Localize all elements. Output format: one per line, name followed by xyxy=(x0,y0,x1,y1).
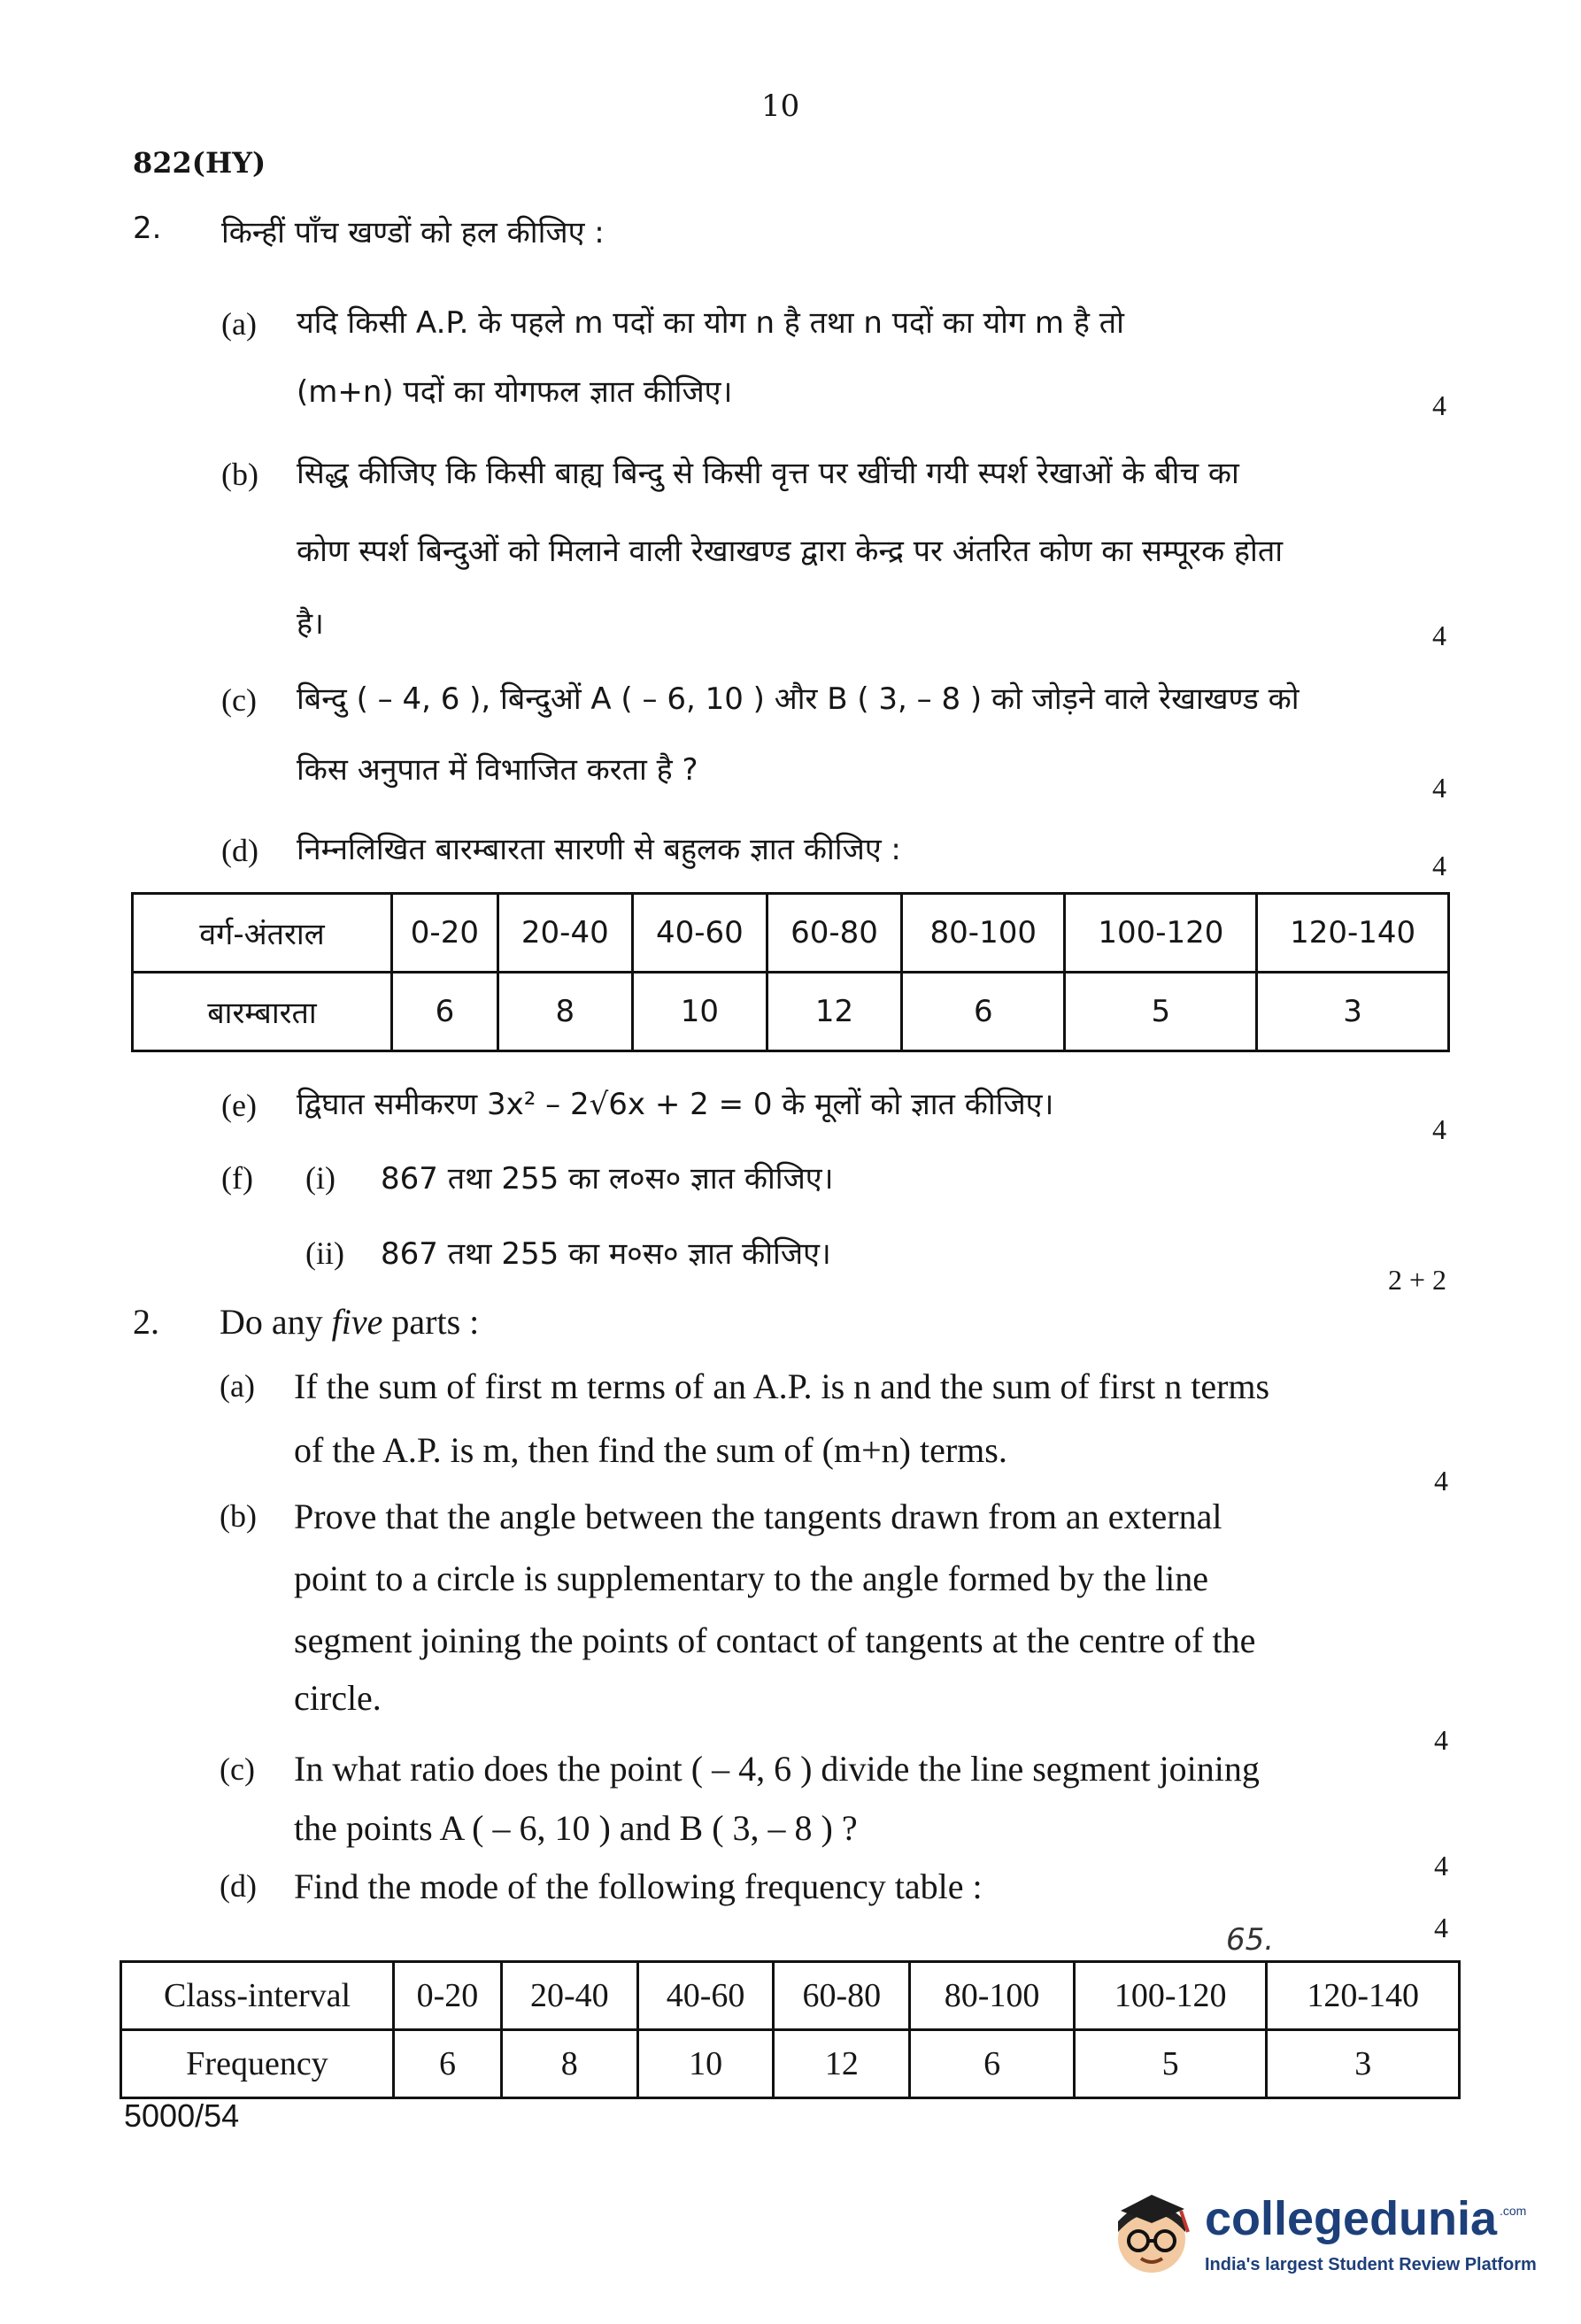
english-part-a-marks: 4 xyxy=(1434,1465,1448,1497)
hindi-part-b-marks: 4 xyxy=(1432,619,1446,651)
english-part-b-label: (b) xyxy=(220,1498,257,1534)
english-table-interval: 100-120 xyxy=(1074,1962,1267,2030)
english-table-frequency: 10 xyxy=(637,2030,774,2098)
hindi-table-frequency: 10 xyxy=(632,973,767,1051)
hindi-table-interval: 100-120 xyxy=(1065,894,1257,973)
english-table-frequency: 6 xyxy=(394,2030,502,2098)
hindi-table-frequency-row xyxy=(133,973,1449,1051)
hindi-part-c-line-1: बिन्दु ( – 4, 6 ), बिन्दुओं A ( – 6, 10 ) और B ( 3, – 8 ) को जोड़ने वाले रेखाखण्ड को xyxy=(297,681,1300,717)
hindi-part-c-line-2: किस अनुपात में विभाजित करता है ? xyxy=(297,752,698,788)
english-part-a-line-1: If the sum of first m terms of an A.P. is n and the sum of first n terms xyxy=(294,1366,1270,1406)
english-table-header-label: Class-interval xyxy=(121,1962,394,2030)
hindi-part-e-label: (e) xyxy=(221,1088,257,1123)
english-part-d-label: (d) xyxy=(220,1868,257,1904)
brand-suffix: .com xyxy=(1500,2204,1527,2218)
hindi-part-c-label: (c) xyxy=(221,682,257,718)
english-part-c-line-2: the points A ( – 6, 10 ) and B ( 3, – 8 ) ? xyxy=(294,1808,858,1848)
hindi-table-frequency: 8 xyxy=(497,973,632,1051)
hindi-table-frequency: 6 xyxy=(392,973,498,1051)
hindi-part-f-sub-i-text: 867 तथा 255 का ल०स० ज्ञात कीजिए। xyxy=(381,1161,834,1197)
english-table-interval: 40-60 xyxy=(637,1962,774,2030)
hindi-part-f-sub-i-label: (i) xyxy=(305,1160,335,1196)
hindi-part-a-line-1: यदि किसी A.P. के पहले m पदों का योग n है तथा n पदों का योग m है तो xyxy=(297,305,1124,341)
english-table-interval: 80-100 xyxy=(910,1962,1075,2030)
hindi-table-row-label: बारम्बारता xyxy=(133,973,392,1051)
hindi-part-c-marks: 4 xyxy=(1432,772,1446,804)
hindi-part-b-line-1: सिद्ध कीजिए कि किसी बाह्य बिन्दु से किसी वृत्त पर खींची गयी स्पर्श रेखाओं के बीच का xyxy=(297,456,1239,491)
english-part-c-marks: 4 xyxy=(1434,1850,1448,1882)
hindi-instruction: किन्हीं पाँच खण्डों को हल कीजिए : xyxy=(221,215,605,250)
hindi-table-interval: 80-100 xyxy=(902,894,1065,973)
hindi-part-e-marks: 4 xyxy=(1432,1113,1446,1145)
english-part-a-label: (a) xyxy=(220,1368,255,1404)
english-part-d-marks: 4 xyxy=(1434,1912,1448,1943)
hindi-frequency-table xyxy=(131,892,1450,1052)
hindi-table-interval: 120-140 xyxy=(1257,894,1449,973)
english-table-frequency: 12 xyxy=(774,2030,910,2098)
english-table-frequency: 6 xyxy=(910,2030,1075,2098)
brand-tagline: India's largest Student Review Platform xyxy=(1205,2255,1537,2274)
hindi-part-a-label: (a) xyxy=(221,306,257,342)
english-part-b-line-3: segment joining the points of contact of tangents at the centre of the xyxy=(294,1620,1256,1660)
hindi-part-d-marks: 4 xyxy=(1432,850,1446,881)
hindi-part-d-line-1: निम्नलिखित बारम्बारता सारणी से बहुलक ज्ञात कीजिए : xyxy=(297,832,901,867)
hindi-table-interval: 40-60 xyxy=(632,894,767,973)
english-table-interval: 120-140 xyxy=(1267,1962,1460,2030)
english-table-interval: 0-20 xyxy=(394,1962,502,2030)
hindi-question-number: 2. xyxy=(133,211,162,246)
hindi-table-header-label: वर्ग-अंतराल xyxy=(133,894,392,973)
english-table-frequency: 8 xyxy=(501,2030,637,2098)
english-part-a-line-2: of the A.P. is m, then find the sum of (m+n) terms. xyxy=(294,1430,1007,1470)
english-question-number: 2. xyxy=(133,1302,159,1342)
english-part-b-line-2: point to a circle is supplementary to the angle formed by the line xyxy=(294,1558,1209,1598)
hindi-table-interval: 0-20 xyxy=(392,894,498,973)
handwritten-note: 65. xyxy=(1226,1922,1275,1958)
page-number: 10 xyxy=(761,88,800,124)
english-table-interval: 20-40 xyxy=(501,1962,637,2030)
english-part-c-line-1: In what ratio does the point ( – 4, 6 ) divide the line segment joining xyxy=(294,1749,1260,1789)
hindi-table-frequency: 12 xyxy=(767,973,901,1051)
english-part-b-line-1: Prove that the angle between the tangents drawn from an external xyxy=(294,1497,1222,1536)
english-frequency-table xyxy=(120,1960,1461,2099)
english-part-b-line-4: circle. xyxy=(294,1678,382,1718)
english-table-interval: 60-80 xyxy=(774,1962,910,2030)
footer-code: 5000/54 xyxy=(124,2097,240,2134)
english-table-frequency: 5 xyxy=(1074,2030,1267,2098)
hindi-part-d-label: (d) xyxy=(221,833,258,868)
english-table-row-label: Frequency xyxy=(121,2030,394,2098)
english-table-frequency: 3 xyxy=(1267,2030,1460,2098)
hindi-part-f-sub-ii-label: (ii) xyxy=(305,1235,344,1271)
hindi-table-frequency: 6 xyxy=(902,973,1065,1051)
hindi-part-f-sub-ii-text: 867 तथा 255 का म०स० ज्ञात कीजिए। xyxy=(381,1236,831,1272)
hindi-table-frequency: 3 xyxy=(1257,973,1449,1051)
hindi-table-header-row xyxy=(133,894,1449,973)
hindi-part-b-line-2: कोण स्पर्श बिन्दुओं को मिलाने वाली रेखाखण्ड द्वारा केन्द्र पर अंतरित कोण का सम्पूरक होता xyxy=(297,534,1284,569)
paper-code: 822(HY) xyxy=(133,146,266,180)
english-instruction: Do any five parts : xyxy=(220,1302,480,1342)
brand-name: collegedunia xyxy=(1205,2192,1498,2245)
english-table-frequency-row xyxy=(121,2030,1460,2098)
hindi-part-e-line-1: द्विघात समीकरण 3x² – 2√6x + 2 = 0 के मूलों को ज्ञात कीजिए। xyxy=(297,1087,1054,1122)
english-table-header-row xyxy=(121,1962,1460,2030)
english-part-d-line-1: Find the mode of the following frequency table : xyxy=(294,1866,983,1906)
hindi-part-a-marks: 4 xyxy=(1432,389,1446,421)
hindi-table-frequency: 5 xyxy=(1065,973,1257,1051)
hindi-part-b-label: (b) xyxy=(221,457,258,492)
english-part-c-label: (c) xyxy=(220,1751,255,1787)
english-part-b-marks: 4 xyxy=(1434,1724,1448,1756)
hindi-table-interval: 60-80 xyxy=(767,894,901,973)
hindi-part-f-marks: 2 + 2 xyxy=(1388,1264,1447,1296)
hindi-table-interval: 20-40 xyxy=(497,894,632,973)
hindi-part-f-label: (f) xyxy=(221,1160,253,1196)
brand-logo[interactable] xyxy=(1103,2177,1546,2292)
hindi-part-b-line-3: है। xyxy=(297,606,324,642)
student-mascot-icon xyxy=(1103,2177,1200,2292)
hindi-part-a-line-2: (m+n) पदों का योगफल ज्ञात कीजिए। xyxy=(297,374,733,410)
